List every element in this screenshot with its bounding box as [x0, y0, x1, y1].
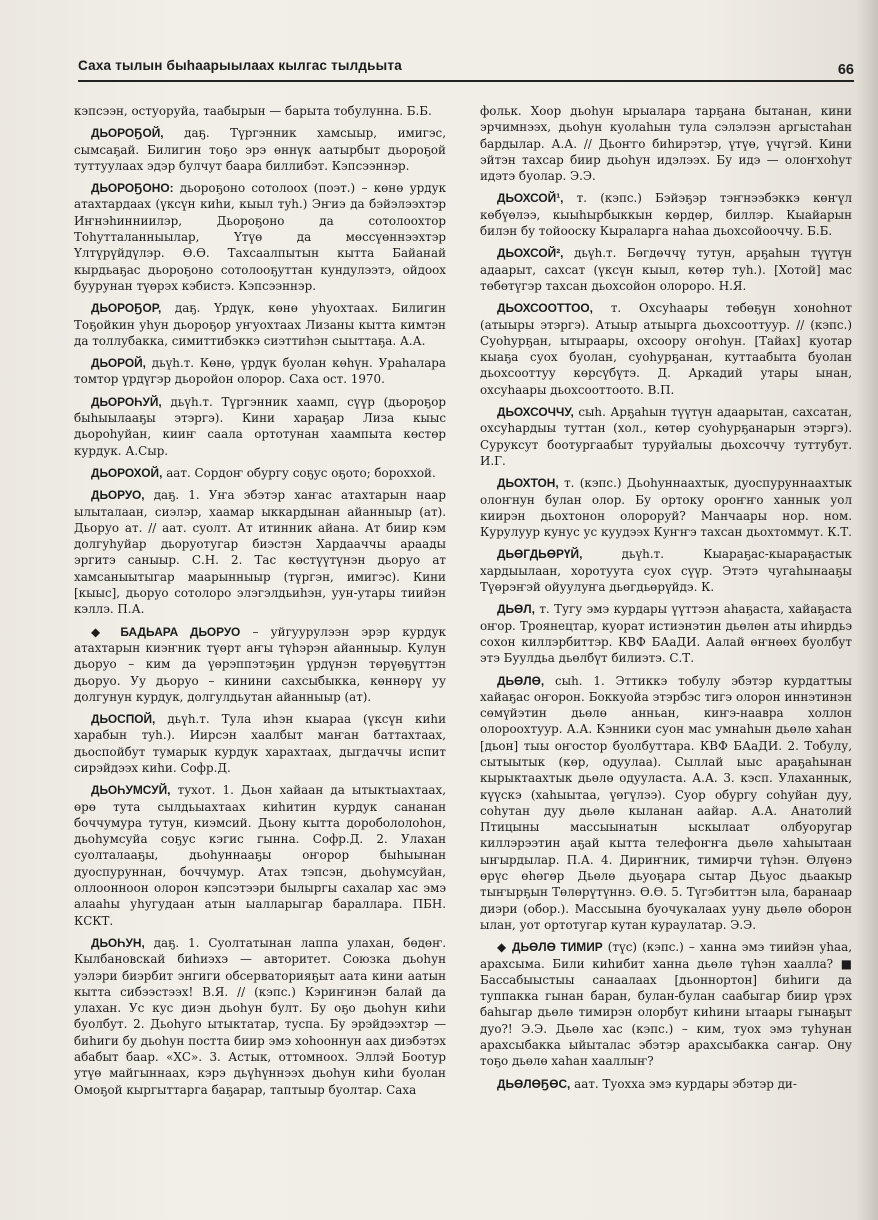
entry-headword: ДЬОХСОЙ², — [497, 246, 564, 261]
dictionary-entry — [480, 939, 852, 1069]
header-rule — [78, 80, 854, 82]
entry-definition: сыһ. 1. Эттиккэ тобулу эбэтэр курдаттыы хайаҕас оҥорон. Боккуойа этэрбэс тигэ олорон иннэтинэн сөмүйэтин дьөлө анньан, киҥэ-наавра холлон олороохтуур. А.А. Кэнники суон мас умнаһын дьөлө хаһан [дьон] тыы оҥостор буолбуттара. КВФ БАаДИ. 2. Тобулу, сытыытык (көр, одуулаа). Сыллай ыыс араҕаһынан кырыктаахтык дьөлө одууласта. А.А. 3. кэсп. Улаханнык, күүскэ (хаһыытаа, үөгүлээ). Суор обургу соһуйан дуу, соһутан дуу дьөлө кыланан аайар. А.А. Анатолий Птицыны массыынатын ыскылаат олбуоругар киллэрээтин аҕай кытта телефоҥҥа дьөлө хаһыытаан ыҥырдылар. П.А. 4. Дириҥник, тимирчи түһэн. Өлүөнэ өрүс өһөгөр Дьөлө дьуоҕара сытар Дьуос дьаакыр тыҥырҕын Төлөрүтүннэ. Ө.Ө. 5. Түгэбиттэн ыла, баранаар диэри (обор.). Массыына буочукалаах ууну дьөлө оборон ылан, уот ортотугар кутан кураулатар. Э.Э. — [480, 673, 852, 932]
dictionary-entry — [480, 245, 852, 294]
entry-headword: ДЬОРУО, — [91, 488, 145, 503]
entry-headword: ДЬОХСОЧЧУ, — [497, 405, 574, 420]
dictionary-entry — [480, 404, 852, 469]
dictionary-entry — [74, 782, 446, 929]
dictionary-entry — [74, 355, 446, 388]
entry-definition: даҕ. 1. Уҥа эбэтэр хаҥас атахтарын наар ылыталаан, сиэлэр, хаамар ыккардынан айанныыр (ат). Дьоруо ат. // аат. суолт. Ат итинник айана. Ат биир кэм долгуһуйар дьоруотугар биэстэн Хардааччы араады эргитэ саныыр. С.Н. 2. Тас көстүүтүнэн дьоруо ат хамсаныытыгар маарынныыр (түргэн, имигэс). Кини [кыыс], дьоруо сотолоро элэгэлдьиһэн, уун-утары тиийэн кэллэ. П.А. — [74, 488, 446, 617]
entry-headword: ДЬОҺУН, — [91, 935, 145, 950]
entry-headword: ДЬОХТОН, — [497, 476, 559, 491]
dictionary-entry — [74, 394, 446, 459]
entry-definition: т. (кэпс.) Дьоһуннаахтык, дуоспуруннаахтык олоҥнун булан олор. Бу ортоку ороҥҥо ханнык уол киирэн дьохтонон олороруй? Манчаары нор. ном. Курулуур кунус ус куудээх Куҥҥэ тахсан дьохтоммут. К.Т. — [480, 476, 852, 540]
entry-headword: ДЬОСПОЙ, — [91, 712, 156, 727]
page-edge-shadow — [856, 0, 878, 1220]
entry-headword: ДЬӨЛӨ, — [497, 673, 545, 688]
entry-headword: ◆ БАДЬАРА ДЬОРУО — [91, 624, 241, 639]
entry-definition: кэпсээн, остуоруйа, таабырын — барыта тобулунна. Б.Б. — [74, 104, 432, 118]
entry-headword: ДЬОРОХОЙ, — [91, 465, 163, 480]
dictionary-entry — [480, 475, 852, 540]
entry-definition: даҕ. Түргэнник хамсыыр, имигэс, сымсаҕай. Билигин тоҕо эрэ өннүк аатырбыт дьороҕой туттуулаах эдэр булчут баара биллибэт. Кэпсээннэр. — [74, 126, 446, 173]
entry-definition: дьүһ.т. Тула иһэн кыараа (үксүн киһи харабын туһ.). Иирсэн хаалбыт маҥан баттахтаах, дьоспойбут тумарык курдук харахтаах, дыгдаччы испит сирэйдээх киһи. Софр.Д. — [74, 712, 446, 775]
entry-headword: ДЬОХСОЙ¹, — [497, 191, 564, 206]
right-column — [480, 103, 852, 1183]
dictionary-entry — [74, 103, 446, 119]
dictionary-entry — [480, 103, 852, 184]
dictionary-entry — [74, 487, 446, 617]
running-title: Саха тылын быһаарыылаах кылгас тылдьыта — [78, 58, 402, 73]
entry-headword: ДЬОРОҔОР, — [91, 301, 162, 316]
entry-definition: дьүһ.т. Бөгдөччү тутун, арҕаһын түүтүн адаарыт, сахсат (үксүн кыыл, көтөр туһ.). [Хотой] мас төбөтүгэр тахсан дьохсойон олороро. Н.Я. — [480, 246, 852, 293]
page-number: 66 — [837, 62, 854, 78]
left-column — [74, 103, 446, 1183]
dictionary-entry — [480, 546, 852, 595]
entry-definition: даҕ. Үрдүк, көнө уһуохтаах. Билигин Тоҕойкин уһун дьороҕор уҥуохтаах Лизаны кытта кимтэн да толлубакка, симиттибэккэ сиэттиһэн сыыттаҕа. А.А. — [74, 301, 446, 348]
dictionary-entry — [74, 935, 446, 1098]
dictionary-entry — [74, 624, 446, 705]
entry-definition: дьороҕоно сотолоох (поэт.) – көнө урдук атахтардаах (үксүн киһи, кыыл туһ.) Эҥиэ да бэйэлээхтэр Иҥнэһинниилэр, Дьороҕоно да сотолоохтор Тоһутталанныылар, Үтүө да мөссүөннээхтэр Үлтүрүйдүлэр. Ө.Ө. Тахсаалпытын кытта Байанай кырдьаҕас дьороҕоно сотолооҕуттан кундулээтэ, ойдоох буурунан түөрэх кэбистэ. Кэпсээннэр. — [74, 181, 446, 293]
entry-definition: дьүһ.т. Кыараҕас-кыараҕастык хардыылаан, хоротуута суох сүүр. Этэтэ чугаһынааҕы Түөрэҥэй ойуулуҥа дьөгдьөрүйдэ. К. — [480, 547, 852, 595]
dictionary-entry — [480, 601, 852, 666]
entry-headword: ДЬОРОҺУЙ, — [91, 394, 162, 409]
dictionary-entry — [480, 673, 852, 934]
entry-definition: даҕ. 1. Суолтатынан лаппа улахан, бөдөҥ. Кылбановскай биһиэхэ — авторитет. Союзка дьоһун уэлэри биэрбит энгиги обсерваторияҕыт аата кини аатын кытта сибээстээх! В.Я. // (кэпс.) Кэриҥинэн балай да улахан. Ус кус диэн дьоһун булт. Бу оҕо дьоһун киһи буолбут. 2. Дьоһуго ытыктатар, туспа. Бу эрэйдээхтэр — биһиги бу дьоһун постта биир эмэ хоһооннун аах диэбэтэх абабыт баар. «ХС». 3. Астык, оттомноох. Эллэй Боотур утүө майгыннаах, кэрэ дьүһүннээх дьоһун киһи буолан Омоҕой кыргыттарга баҕарар, таптыыр буолтар. Саха — [74, 935, 446, 1097]
dictionary-entry — [74, 465, 446, 481]
entry-headword: ДЬОРОҔОНО: — [91, 181, 174, 196]
entry-definition: т. Охсуһаары төбөҕүн хоноһнот (атыыры этэргэ). Атыыр атыырга дьохсооттуур. // (кэпс.) Суоһурҕан, ытыраары, охсоору оҥоһун. [Тайах] куотар кыаҕа суох буолан, суоһурҕанан, куттаабыта буолан дьохсооттуу көрсүбүтэ. Д. Аркадий утары ынан, охсуһаары дьохсооттоото. В.П. — [480, 301, 852, 397]
entry-headword: ДЬОХСООТТОО, — [497, 301, 593, 316]
entry-headword: ДЬОРОЙ, — [91, 356, 146, 371]
dictionary-entry — [480, 300, 852, 398]
entry-headword: ДЬОРОҔОЙ, — [91, 126, 164, 141]
dictionary-entry — [74, 180, 446, 294]
dictionary-entry — [480, 1076, 852, 1092]
entry-definition: сыһ. Арҕаһын түүтүн адаарытан, сахсатан, охсуһардыы туттан (хол., көтөр суоһурҕанарын этэргэ). Суруксут боотургаабыт туруйалыы дьохсоччу туттубут. И.Г. — [480, 405, 852, 468]
entry-headword: ДЬОҺУМСУЙ, — [91, 783, 171, 798]
dictionary-entry — [74, 125, 446, 174]
entry-definition: т. Тугу эмэ курдары үүттээн аһаҕаста, хайаҕаста оҥор. Троянецтар, куорат истиэнэтин дьөлөн аты иһирдьэ сохон киллэрбиттэр. КВФ БАаДИ. Аалай өҥнөөх буолбут этэ Буулдьа дьөлбүт билиэтэ. С.Т. — [480, 602, 852, 666]
entry-definition: (түс) (кэпс.) – ханна эмэ тиийэн уһаа, арахсыма. Били киһибит ханна дьөлө түһэн хаалла? ■ Бассабыыстыы санаалаах [дьоннортон] биһиги да туппакка гынан баран, булан-булан саабыгар биир үрэх баһыгар дьөлө тимирэн олорбут киһини ытаары гынаҕыт дуо?! Э.Э. Дьөлө хас (кэпс.) – ким, туох эмэ туһунан арахсыбакка ыйыталас эбэтэр арахсыбакка саҥар. Ону тоҕо дьөлө хаһан хааллыҥ? — [480, 940, 852, 1069]
entry-headword: ДЬӨГДЬӨРҮЙ, — [497, 547, 583, 562]
entry-definition: фольк. Хоор дьоһун ырыалара тарҕана бытанан, кини эрчимнээх, дьоһун куолаһын тула сэлэлээн аргыстаһан бардылар. А.А. // Дьоҥго биһирэтэр, үтүө, үчүгэй. Кини эйтэн тахсар биир дьоһун идэлээх. Бу идэ — олоҥхоһут идэтэ буолар. Э.Э. — [480, 104, 852, 184]
entry-definition: дьүһ.т. Көнө, үрдүк буолан көһүн. Ураһалара томтор үрдүгэр дьоройон олорор. Саха ост. 1970. — [74, 356, 446, 387]
entry-headword: ДЬӨЛ, — [497, 602, 535, 617]
dictionary-entry — [480, 190, 852, 239]
entry-definition: дьүһ.т. Түргэнник хаамп, сүүр (дьороҕор быһыылааҕы этэргэ). Кини хараҕар Лиза кыыс дьороһуйан, кииҥ саала ортотунан хаампыта көстөр курдук. А.Сыр. — [74, 394, 446, 458]
running-header — [78, 58, 854, 78]
dictionary-entry — [74, 711, 446, 776]
dictionary-entry — [74, 300, 446, 349]
entry-definition: – уйгуурулээн эрэр курдук атахтарын киэҥник түөрт аҥы түһэрэн айанныыр. Кулун дьоруо – ким да үөрэппэтэҕин үрдүнэн төрүөҕүттэн дьоруо. Уу дьоруо – кинини сахсыбыкка, көннөрү уу долгунун курдук, долгулдьутан айанныыр (ат). — [74, 624, 446, 704]
entry-headword: ДЬӨЛӨҔӨС, — [497, 1076, 571, 1091]
entry-definition: аат. Туохха эмэ курдары эбэтэр ди- — [574, 1076, 797, 1091]
entry-definition: аат. Сордоҥ обургу соҕус оҕото; бороххой. — [166, 465, 436, 480]
entry-headword: ◆ ДЬӨЛӨ ТИМИР — [497, 940, 603, 955]
entry-definition: т. (кэпс.) Бэйэҕэр тэҥнээбэккэ көҥүл көбүөлээ, кыыһырбыккын көрдөр, биллэр. Кыайарын билэн бу тойооску Кыраларга наһаа дьохсойооччу. Б.Б. — [480, 191, 852, 239]
entry-definition: тухот. 1. Дьон хайаан да ытыктыахтаах, өрө тута сылдьыахтаах киһитин курдук сананан боччумура тутун, киэмсий. Дьону кытта доробололоһон, дьоһумсуйа соҕус кэгис гынна. Софр.Д. 2. Улахан суолталааҕы, дьоһуннааҕы оҥорор быһыынан дуоспуруннан, боччумур. Атах тэпсэн, дьоһумсуйан, оллоонноон олорон кэпсэтээри былыргы сахалар хас эмэ алааһы уһугудаан атын ыалларыгар бараллара. ПБН. КСКТ. — [74, 783, 446, 928]
